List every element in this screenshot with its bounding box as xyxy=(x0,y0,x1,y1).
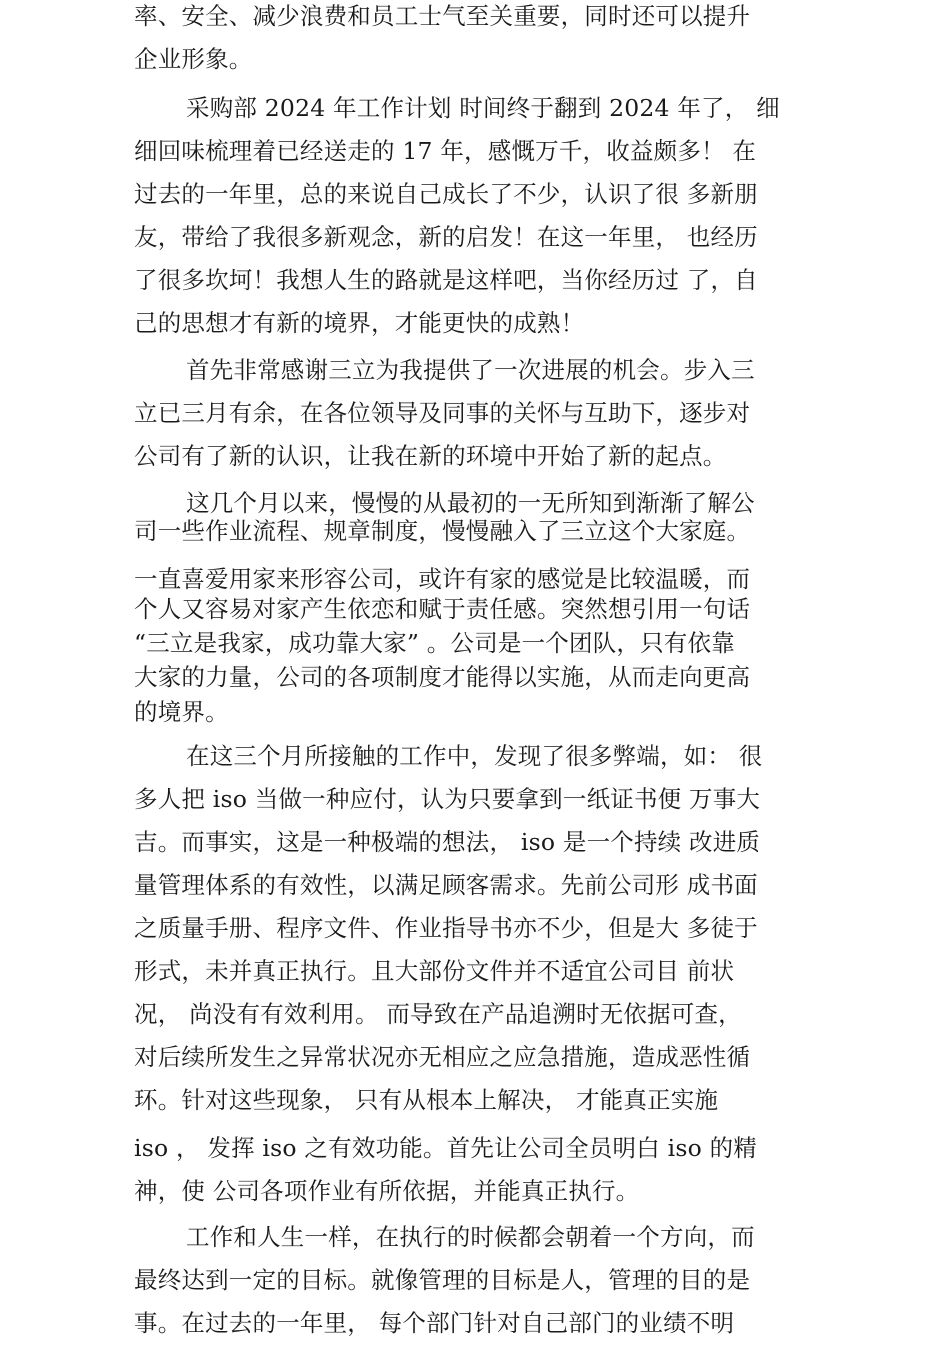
text-line: “三立是我家，成功靠大家” 。公司是一个团队，只有依靠 xyxy=(134,629,735,657)
text-line: 对后续所发生之异常状况亦无相应之应急措施，造成恶性循 xyxy=(134,1043,751,1071)
text-line: 细回味梳理着已经送走的 17 年，感慨万千，收益颇多！ 在 xyxy=(134,137,757,165)
text-line: 吉。而事实，这是一种极端的想法， iso 是一个持续 改进质 xyxy=(134,828,761,856)
text-line: 环。针对这些现象， 只有从根本上解决， 才能真正实施 xyxy=(134,1086,719,1114)
text-line: 友，带给了我很多新观念，新的启发！在这一年里， 也经历 xyxy=(134,223,758,251)
text-line: 形式，未并真正执行。且大部份文件并不适宜公司目 前状 xyxy=(134,957,735,985)
text-line: 大家的力量，公司的各项制度才能得以实施，从而走向更高 xyxy=(134,663,751,691)
text-line: 采购部 2024 年工作计划 时间终于翻到 2024 年了， 细 xyxy=(186,94,780,122)
text-line: 一直喜爱用家来形容公司，或许有家的感觉是比较温暖，而 xyxy=(134,565,751,593)
text-line: 这几个月以来，慢慢的从最初的一无所知到渐渐了解公 xyxy=(186,489,755,517)
text-line: 立已三月有余，在各位领导及同事的关怀与互助下，逐步对 xyxy=(134,399,751,427)
text-line: 过去的一年里，总的来说自己成长了不少，认识了很 多新朋 xyxy=(134,180,758,208)
text-line: 了很多坎坷！我想人生的路就是这样吧，当你经历过 了，自 xyxy=(134,266,758,294)
text-line: iso ， 发挥 iso 之有效功能。首先让公司全员明白 iso 的精 xyxy=(134,1134,757,1162)
text-line: 况， 尚没有有效利用。 而导致在产品追溯时无依据可查， xyxy=(134,1000,742,1028)
text-line: 个人又容易对家产生依恋和赋于责任感。突然想引用一句话 xyxy=(134,595,751,623)
text-line: 之质量手册、程序文件、作业指导书亦不少，但是大 多徒于 xyxy=(134,914,758,942)
text-line: 司一些作业流程、规章制度，慢慢融入了三立这个大家庭。 xyxy=(134,517,751,545)
text-line: 首先非常感谢三立为我提供了一次进展的机会。步入三 xyxy=(186,356,755,384)
text-line: 工作和人生一样，在执行的时候都会朝着一个方向，而 xyxy=(186,1223,755,1251)
text-line: 己的思想才有新的境界，才能更快的成熟！ xyxy=(134,309,585,337)
text-line: 在这三个月所接触的工作中，发现了很多弊端，如： 很 xyxy=(186,742,763,770)
text-line: 量管理体系的有效性，以满足顾客需求。先前公司形 成书面 xyxy=(134,871,758,899)
text-line: 事。在过去的一年里， 每个部门针对自己部门的业绩不明 xyxy=(134,1309,735,1337)
text-line: 率、安全、减少浪费和员工士气至关重要，同时还可以提升 xyxy=(134,2,751,30)
text-line: 神，使 公司各项作业有所依据，并能真正执行。 xyxy=(134,1177,640,1205)
text-line: 多人把 iso 当做一种应付，认为只要拿到一纸证书便 万事大 xyxy=(134,785,761,813)
text-line: 的境界。 xyxy=(134,698,229,726)
text-line: 企业形象。 xyxy=(134,45,253,73)
text-line: 最终达到一定的目标。就像管理的目标是人，管理的目的是 xyxy=(134,1266,751,1294)
text-line: 公司有了新的认识，让我在新的环境中开始了新的起点。 xyxy=(134,442,727,470)
